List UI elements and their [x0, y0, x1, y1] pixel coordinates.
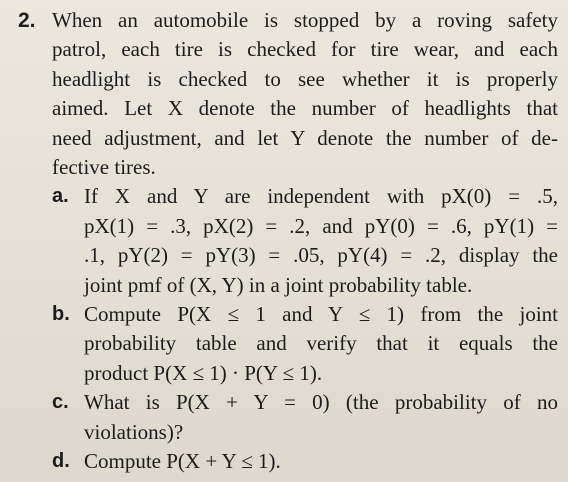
part-line: probability table and verify that it equals the: [84, 331, 558, 356]
intro-line: headlight is checked to see whether it is properly: [52, 66, 558, 91]
intro-line: need adjustment, and let Y denote the number of de-: [52, 125, 558, 150]
part-text: [84, 300, 558, 388]
part-label: b.: [52, 303, 70, 326]
part-b: [52, 300, 558, 388]
textbook-page: [18, 6, 558, 477]
part-text: [84, 447, 558, 476]
part-d: [52, 447, 558, 476]
part-label: d.: [52, 450, 70, 473]
part-label: c.: [52, 391, 69, 414]
part-a: [52, 182, 558, 300]
problem-number: 2.: [18, 9, 36, 32]
intro-line: aimed. Let X denote the number of headlights that: [52, 96, 558, 121]
part-line: Compute P(X + Y ≤ 1).: [84, 449, 281, 474]
intro-line: patrol, each tire is checked for tire wear, and each: [52, 37, 558, 62]
part-c: [52, 388, 558, 447]
part-line: .1, pY(2) = pY(3) = .05, pY(4) = .2, display the: [84, 243, 558, 268]
intro-line: When an automobile is stopped by a roving safety: [52, 8, 558, 32]
part-line: pX(1) = .3, pX(2) = .2, and pY(0) = .6, pY(1) =: [84, 213, 558, 238]
part-line: Compute P(X ≤ 1 and Y ≤ 1) from the joint: [84, 302, 558, 327]
part-line: violations)?: [84, 419, 184, 444]
intro-line: fective tires.: [52, 155, 156, 180]
part-text: [84, 388, 558, 447]
problem-2: [18, 6, 558, 477]
part-text: [84, 182, 558, 300]
part-label: a.: [52, 185, 69, 208]
problem-intro: [52, 6, 558, 182]
part-line: What is P(X + Y = 0) (the probability of no: [84, 390, 558, 415]
part-line: If X and Y are independent with pX(0) = .5,: [84, 184, 558, 209]
part-line: joint pmf of (X, Y) in a joint probability table.: [84, 272, 473, 297]
part-line: product P(X ≤ 1) · P(Y ≤ 1).: [84, 360, 323, 385]
